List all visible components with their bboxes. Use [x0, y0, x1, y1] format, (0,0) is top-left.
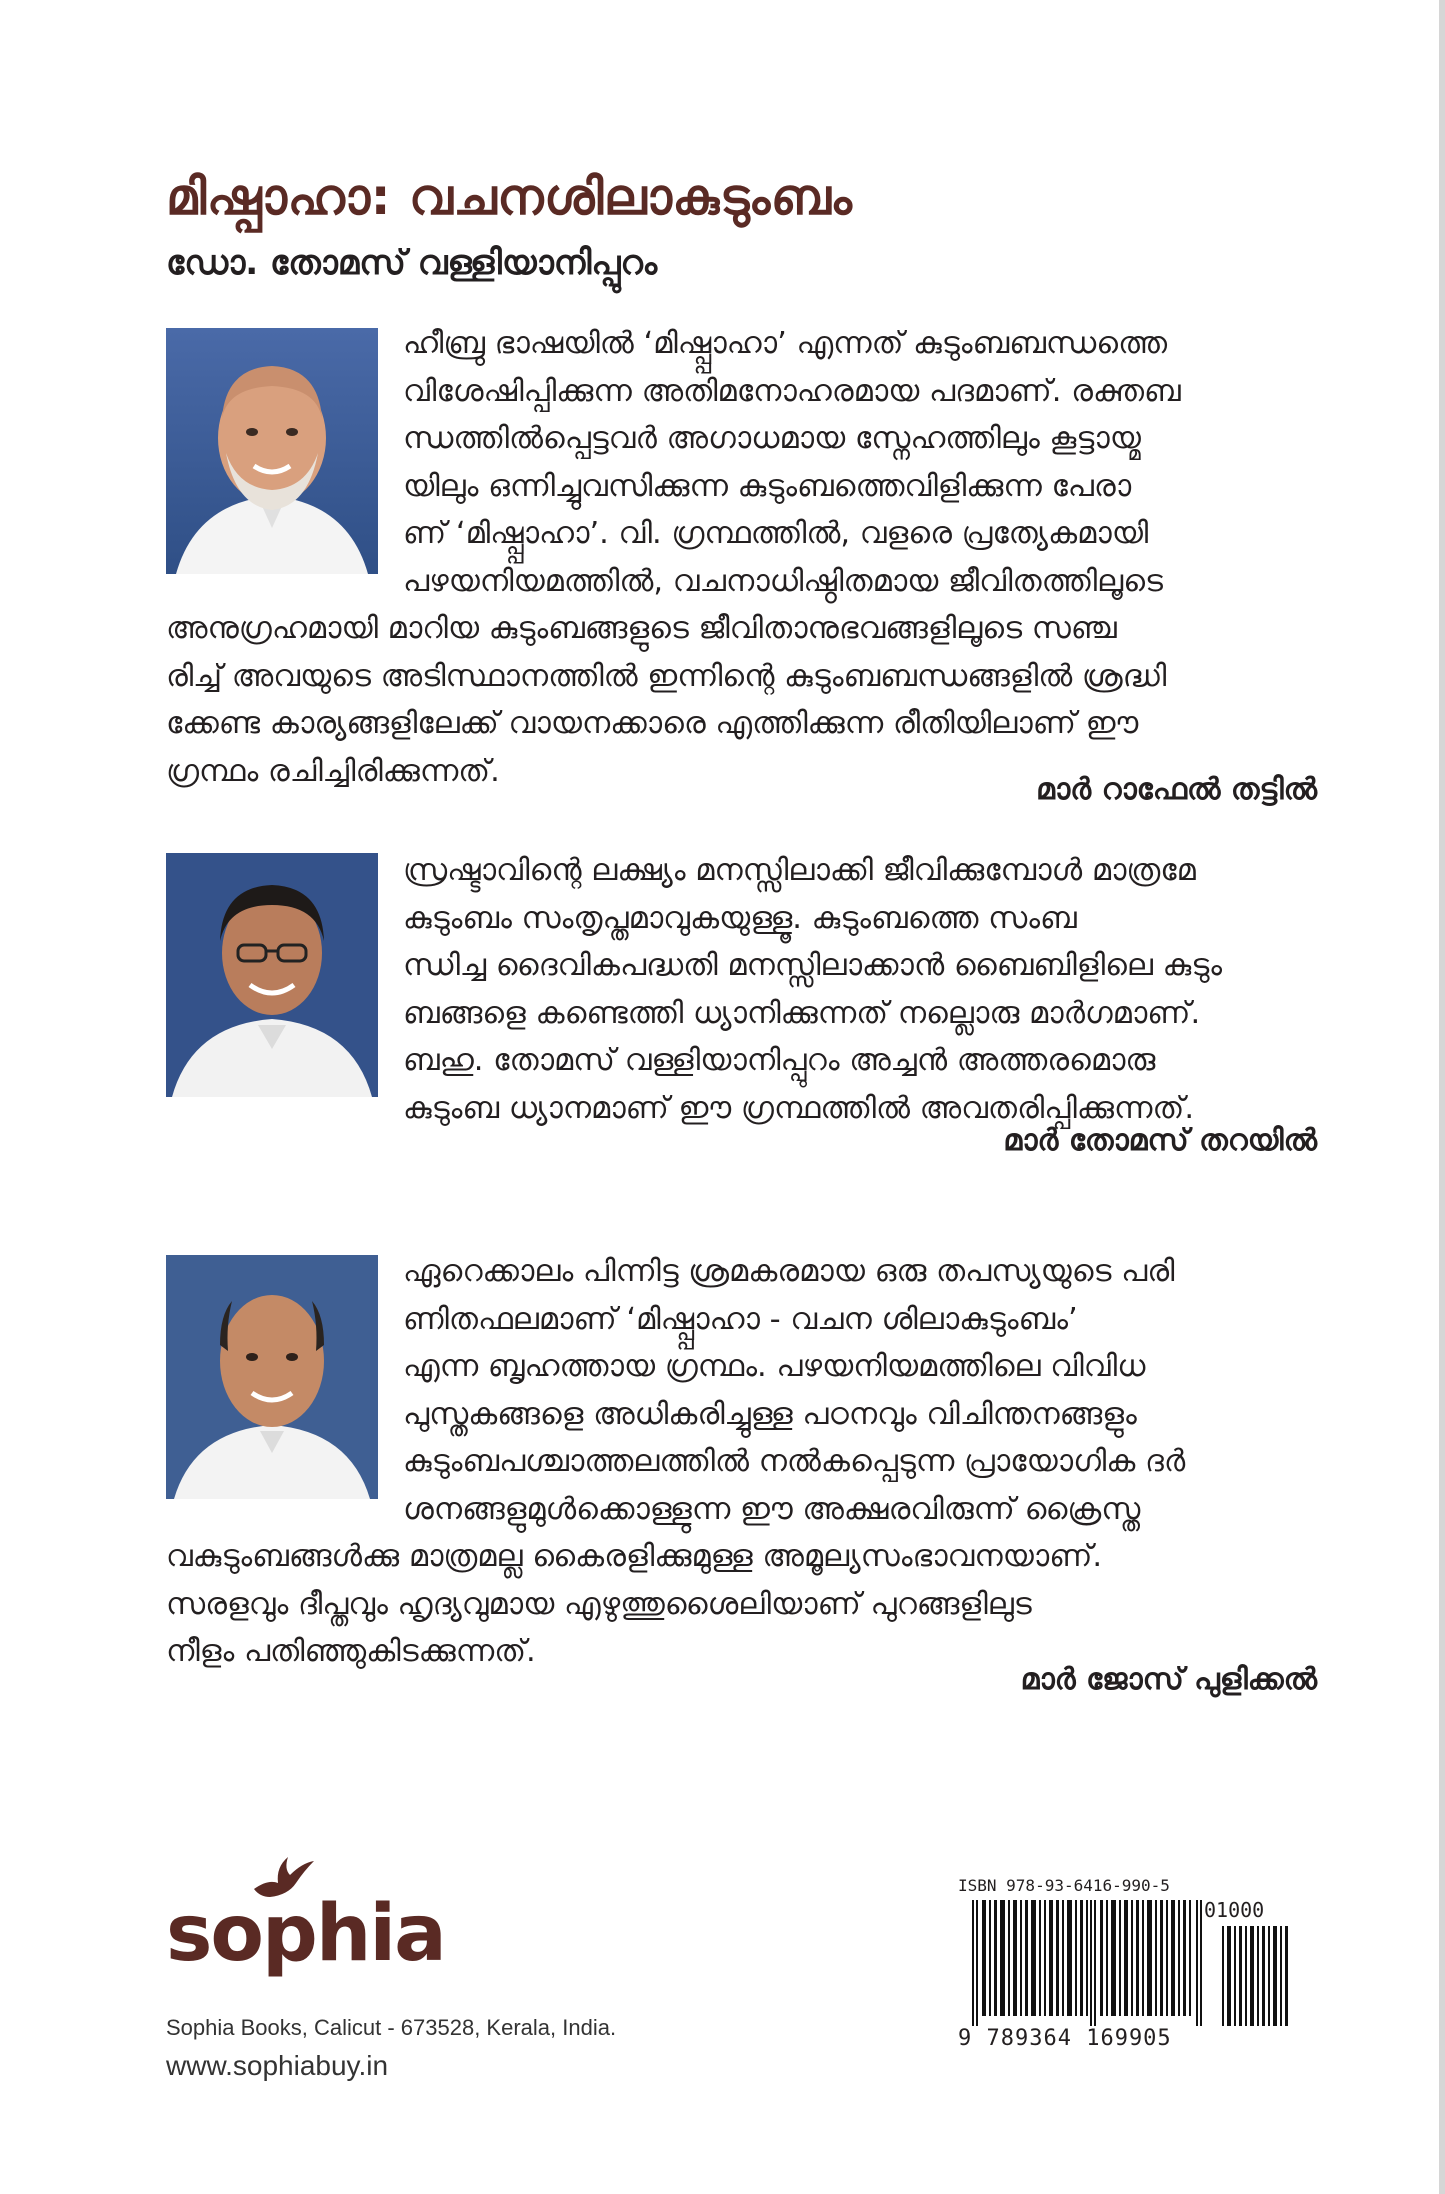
- endorsement-3-signature: മാർ ജോസ് പുളിക്കൽ: [1020, 1662, 1317, 1697]
- book-title: മിഷ്പാഹാ: വചനശിലാകുടുംബം: [166, 168, 853, 226]
- text-line: യിലും ഒന്നിച്ചുവസിക്കുന്ന കുടുംബത്തെവിളിക്കുന്ന പേരാ: [403, 468, 1132, 504]
- ean-digits: 9 789364 169905: [958, 2026, 1172, 2051]
- text-line: ബങ്ങളെ കണ്ടെത്തി ധ്യാനിക്കുന്നത് നല്ലൊരു മാർഗമാണ്.: [403, 995, 1201, 1031]
- text-line: ണിതഫലമാണ് ‘മിഷ്പ്പാഹാ - വചന ശിലാകുടുംബം’: [403, 1301, 1078, 1337]
- text-line: ഗ്രന്ഥം രചിച്ചിരിക്കുന്നത്.: [166, 753, 500, 789]
- publisher-website: www.sophiabuy.in: [166, 2050, 389, 2081]
- text-line: പുസ്തകങ്ങളെ അധികരിച്ചുള്ള പഠനവും വിചിന്തനങ്ങളും: [403, 1396, 1137, 1432]
- text-line: ണ് ‘മിഷ്പ്പാഹാ’. വി. ഗ്രന്ഥത്തിൽ, വളരെ പ്രത്യേകമായി: [403, 516, 1149, 551]
- text-line: സ്രഷ്ടാവിന്റെ ലക്ഷ്യം മനസ്സിലാക്കി ജീവിക്കുമ്പോൾ മാത്രമേ: [403, 853, 1196, 888]
- isbn-label: ISBN 978-93-6416-990-5: [958, 1876, 1170, 1895]
- text-line: ബഹു. തോമസ് വള്ളിയാനിപ്പുറം അച്ചൻ അത്തരമൊരു: [403, 1043, 1156, 1078]
- text-line: കുടുംബ ധ്യാനമാണ് ഈ ഗ്രന്ഥത്തിൽ അവതരിപ്പിക്കുന്നത്.: [403, 1090, 1195, 1126]
- text-line: വകുടുംബങ്ങൾക്കു മാത്രമല്ല കൈരളിക്കുമുള്ള അമൂല്യസംഭാവനയാണ്.: [166, 1539, 1103, 1574]
- text-line: ക്കേണ്ട കാര്യങ്ങളിലേക്ക് വായനക്കാരെ എത്തിക്കുന്ന രീതിയിലാണ് ഈ: [166, 706, 1139, 741]
- book-author: ഡോ. തോമസ് വള്ളിയാനിപ്പുറം: [166, 243, 658, 283]
- text-line: എന്ന ബൃഹത്തായ ഗ്രന്ഥം. പഴയനിയമത്തിലെ വിവിധ: [403, 1349, 1146, 1384]
- endorsement-3-text: [166, 1248, 1316, 1676]
- text-line: ഏറെക്കാലം പിന്നിട്ട ശ്രമകരമായ ഒരു തപസ്യയുടെ പരി: [403, 1254, 1175, 1289]
- text-line: കുടുംബം സംതൃപ്തമാവുകയുള്ളൂ. കുടുംബത്തെ സംബ: [403, 900, 1077, 936]
- endorsement-2-signature: മാർ തോമസ് തറയിൽ: [1003, 1123, 1317, 1158]
- barcode-bars: [964, 1900, 1294, 2026]
- endorsement-1-text: [166, 320, 1316, 795]
- text-line: രിച്ച് അവയുടെ അടിസ്ഥാനത്തിൽ ഇന്നിന്റെ കുടുംബബന്ധങ്ങളിൽ ശ്രദ്ധി: [166, 658, 1167, 694]
- text-line: ന്ധിച്ച ദൈവികപദ്ധതി മനസ്സിലാക്കാൻ ബൈബിളിലെ കുടും: [403, 948, 1223, 983]
- text-line: ഹീബ്രു ഭാഷയിൽ ‘മിഷ്പ്പാഹാ’ എന്നത് കുടുംബബന്ധത്തെ: [403, 326, 1168, 361]
- text-line: ന്ധത്തിൽപ്പെട്ടവർ അഗാധമായ സ്നേഹത്തിലും കൂട്ടായ്മ: [403, 421, 1141, 456]
- publisher-logo: [166, 1855, 445, 2005]
- endorsement-2-text: [166, 847, 1316, 1132]
- text-line: കുടുംബപശ്ചാത്തലത്തിൽ നൽകപ്പെടുന്ന പ്രായോഗിക ദർ: [403, 1444, 1186, 1479]
- text-line: വിശേഷിപ്പിക്കുന്ന അതിമനോഹരമായ പദമാണ്. രക്തബ: [403, 373, 1181, 409]
- text-line: ശനങ്ങളുമുൾക്കൊള്ളുന്ന ഈ അക്ഷരവിരുന്ന് ക്രൈസ്ത: [403, 1491, 1141, 1527]
- publisher-address: Sophia Books, Calicut - 673528, Kerala, India.: [166, 2015, 617, 2040]
- publisher-logo-text: sophia: [166, 1889, 445, 1979]
- text-line: സരളവും ദീപ്തവും ഹൃദ്യവുമായ എഴുത്തുശൈലിയാണ് പുറങ്ങളിലുട: [166, 1586, 1032, 1622]
- endorsement-1-signature: മാർ റാഫേൽ തട്ടിൽ: [1036, 772, 1317, 807]
- text-line: പഴയനിയമത്തിൽ, വചനാധിഷ്ഠിതമായ ജീവിതത്തിലൂടെ: [403, 563, 1163, 599]
- price-code: 01000: [1204, 1898, 1265, 1922]
- text-line: അനുഗ്രഹമായി മാറിയ കുടുംബങ്ങളുടെ ജീവിതാനുഭവങ്ങളിലൂടെ സഞ്ച: [166, 611, 1117, 646]
- cover-edge: [1439, 0, 1445, 2194]
- isbn-barcode: [958, 1876, 1298, 2061]
- text-line: നീളം പതിഞ്ഞുകിടക്കുന്നത്.: [166, 1634, 536, 1669]
